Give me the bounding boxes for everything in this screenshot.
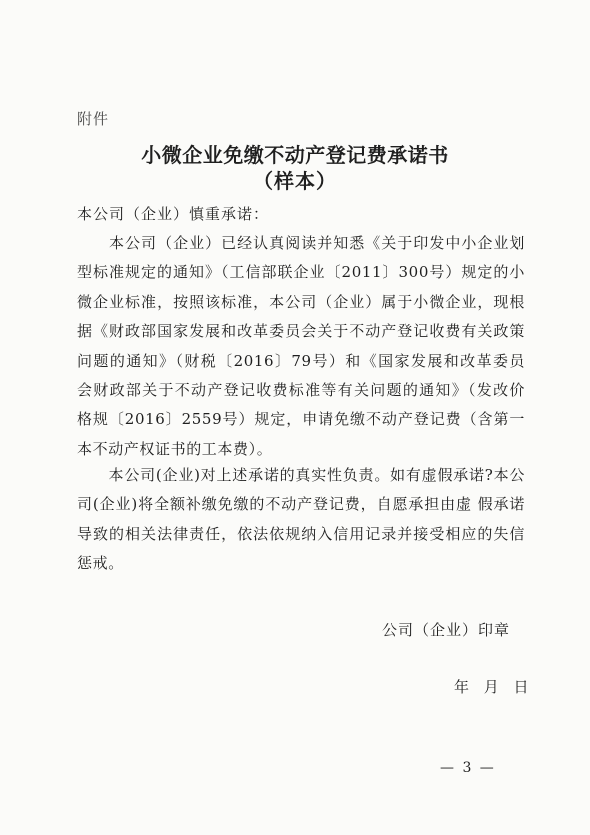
- company-seal-label: 公司（企业）印章: [382, 621, 511, 639]
- date-label: 年 月 日: [454, 678, 531, 696]
- page-number: — 3 —: [440, 760, 496, 776]
- document-subtitle: （样本）: [253, 169, 337, 193]
- salutation: 本公司（企业）慎重承诺：: [77, 205, 270, 223]
- attachment-label: 附件: [77, 110, 110, 128]
- document-title: 小微企业免缴不动产登记费承诺书: [141, 143, 449, 167]
- paragraph-responsibility: 本公司(企业)对上述承诺的真实性负责。如有虚假承诺?本公司(企业)将全额补缴免缴的不动产登记费，自愿承担由虚 假承诺导致的相关法律责任，依法依规纳入信用记录并接受相应的失信惩戒。: [77, 466, 525, 573]
- paragraph-commitment: 本公司（企业）已经认真阅读并知悉《关于印发中小企业划型标准规定的通知》（工信部联企业〔2011〕300号）规定的小微企业标准，按照该标准，本公司（企业）属于小微企业，现根据《财政部国家发展和改革委员会关于不动产登记收费有关政策问题的通知》（财税〔2016〕79号）和《国家发展和改革委员 会财政部关于不动产登记收费标准等有关问题的通知》（发改价 格规〔2016〕2559号）规定，申请免缴不动产登记费（含第一 本不动产权证书的工本费）。: [77, 234, 525, 458]
